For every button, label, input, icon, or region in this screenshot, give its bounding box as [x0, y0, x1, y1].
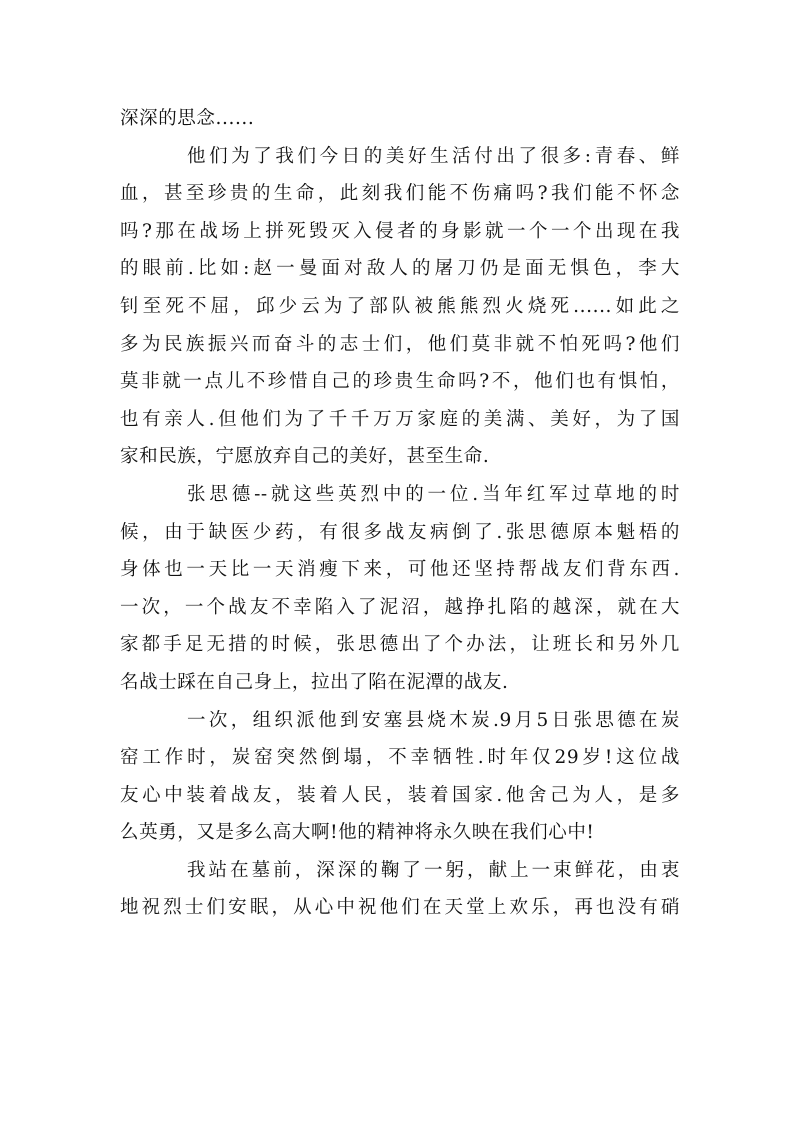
- text-line: 候，由于缺医少药，有很多战友病倒了.张思德原本魁梧的: [120, 521, 680, 543]
- text-line: 名战士踩在自己身上，拉出了陷在泥潭的战友.: [120, 671, 509, 693]
- text-line: 吗?那在战场上拼死毁灭入侵者的身影就一个一个出现在我: [120, 220, 680, 242]
- essay-text: [120, 100, 680, 927]
- text-line: 地祝烈士们安眠，从心中祝他们在天堂上欢乐，再也没有硝: [120, 897, 680, 919]
- text-line: 友心中装着战友，装着人民，装着国家.他舍己为人，是多: [120, 784, 680, 806]
- paragraph-first-line: 他们为了我们今日的美好生活付出了很多:青春、鲜: [187, 145, 680, 167]
- text-line: 血，甚至珍贵的生命，此刻我们能不伤痛吗?我们能不怀念: [120, 183, 680, 205]
- text-line: 也有亲人.但他们为了千千万万家庭的美满、美好，为了国: [120, 408, 680, 430]
- text-line: 家和民族，宁愿放弃自己的美好，甚至生命.: [120, 446, 490, 468]
- text-line: 的眼前.比如:赵一曼面对敌人的屠刀仍是面无惧色，李大: [120, 258, 680, 280]
- paragraph-first-line: 张思德--就这些英烈中的一位.当年红军过草地的时: [187, 483, 680, 505]
- text-line: 窑工作时，炭窑突然倒塌，不幸牺牲.时年仅29岁!这位战: [120, 747, 680, 769]
- text-line: 多为民族振兴而奋斗的志士们，他们莫非就不怕死吗?他们: [120, 333, 680, 355]
- text-line: 钊至死不屈，邱少云为了部队被熊熊烈火烧死......如此之: [120, 295, 680, 317]
- text-line: 家都手足无措的时候，张思德出了个办法，让班长和另外几: [120, 634, 680, 656]
- text-line: 么英勇，又是多么高大啊!他的精神将永久映在我们心中!: [120, 822, 595, 844]
- text-line: 一次，一个战友不幸陷入了泥沼，越挣扎陷的越深，就在大: [120, 596, 680, 618]
- text-line: 莫非就一点儿不珍惜自己的珍贵生命吗?不，他们也有惧怕，: [120, 371, 680, 393]
- paragraph-first-line: 一次，组织派他到安塞县烧木炭.9月5日张思德在炭: [187, 709, 680, 731]
- text-line: 深深的思念......: [120, 108, 255, 129]
- text-line: 身体也一天比一天消瘦下来，可他还坚持帮战友们背东西.: [120, 559, 680, 581]
- paragraph-first-line: 我站在墓前，深深的鞠了一躬，献上一束鲜花，由衷: [187, 859, 680, 881]
